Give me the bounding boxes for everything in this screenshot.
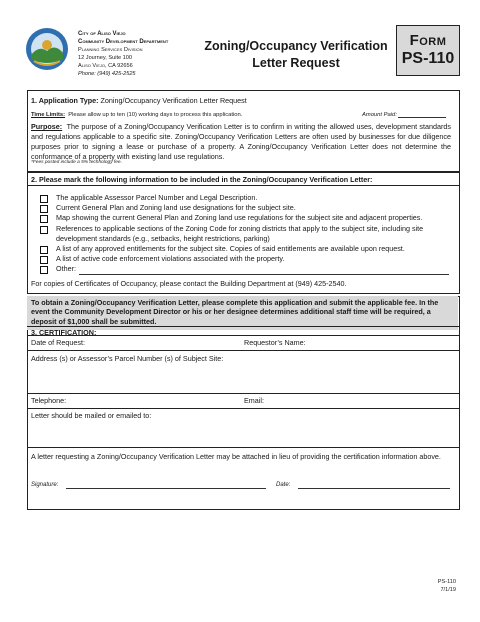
checklist-item[interactable] (40, 213, 455, 223)
organization-info (78, 30, 198, 78)
checklist-item[interactable] (40, 193, 455, 203)
requestor-name-label: Requestor’s Name: (244, 338, 306, 347)
date-requestor-field[interactable] (27, 350, 459, 351)
section-2-heading: 2. Please mark the following information to be included in the Zoning/Occupancy Verification Letter: (31, 175, 373, 184)
address-field[interactable] (27, 393, 459, 394)
org-address: 12 Journey, Suite 100 (78, 55, 133, 61)
address-label: Address (s) or Assessor’s Parcel Number (s) of Subject Site: (31, 354, 224, 363)
divider (27, 335, 459, 336)
checklist-item-label: A list of active code enforcement violations associated with the property. (56, 254, 285, 264)
fees-note: *Fees posted include a 5% technology fee. (31, 160, 122, 165)
other-field[interactable] (79, 264, 449, 274)
amount-paid-field[interactable] (398, 117, 446, 118)
checklist-item-other[interactable] (40, 264, 455, 274)
mailed-to-label: Letter should be mailed or emailed to: (31, 411, 152, 420)
form-number-box (396, 25, 460, 76)
page-footer (420, 578, 456, 594)
city-seal-logo (25, 27, 69, 71)
date-field[interactable] (298, 488, 450, 489)
page-title (196, 38, 396, 72)
purpose-paragraph (31, 122, 451, 162)
divider (27, 185, 459, 186)
mailed-to-field[interactable] (27, 447, 459, 448)
application-type-label: 1. Application Type: (31, 96, 99, 105)
footer-form-code: PS-110 (437, 579, 456, 585)
time-limits-text: Please allow up to ten (10) working days to process this application. (68, 112, 243, 118)
checklist-item[interactable] (40, 224, 455, 244)
title-line-1: Zoning/Occupancy Verification (204, 39, 388, 53)
divider (27, 326, 459, 327)
email-label: Email: (244, 396, 264, 405)
info-checklist (40, 193, 455, 275)
submission-notice: To obtain a Zoning/Occupancy Verification Letter, please complete this application and submit the applicable fee. In the event the Community Development Director or his or her designee determines additional staff time will be required, a deposit of $1,000 shall be submitted. (27, 296, 458, 330)
purpose-label: Purpose: (31, 122, 63, 131)
checkbox[interactable] (40, 266, 48, 274)
copies-note: For copies of Certificates of Occupancy, please contact the Building Department at (949) 425-2540. (31, 279, 347, 288)
date-of-request-label: Date of Request: (31, 338, 85, 347)
amount-paid-label: Amount Paid: (362, 112, 397, 118)
checkbox[interactable] (40, 215, 48, 223)
checkbox[interactable] (40, 256, 48, 264)
org-department: Community Development Department (78, 39, 169, 45)
checklist-item-label: Map showing the current General Plan and Zoning land use regulations for the subject site and adjacent properties. (56, 213, 423, 223)
checkbox[interactable] (40, 246, 48, 254)
checkbox[interactable] (40, 205, 48, 213)
footer-revision: 7/1/19 (440, 587, 456, 593)
checklist-item[interactable] (40, 254, 455, 264)
org-division: Planning Services Division (78, 47, 143, 53)
signature-label: Signature: (31, 482, 59, 488)
telephone-email-field[interactable] (27, 408, 459, 409)
form-number: PS-110 (401, 50, 455, 67)
form-label: Form (409, 32, 447, 49)
date-label: Date: (276, 482, 291, 488)
checklist-item-label: Current General Plan and Zoning land use designations for the subject site. (56, 203, 296, 213)
application-type (31, 96, 247, 105)
time-limits-label: Time Limits: (31, 112, 66, 118)
org-phone: Phone: (949) 425-2525 (78, 71, 136, 77)
telephone-label: Telephone: (31, 396, 67, 405)
checklist-item-label: References to applicable sections of the Zoning Code for zoning districts that apply to the subject site, including site development standards (e.g., setbacks, height restrictions, parking) (56, 223, 424, 243)
title-line-2: Letter Request (252, 56, 340, 70)
other-label: Other: (56, 264, 76, 274)
signature-field[interactable] (66, 488, 266, 489)
checklist-item-label: The applicable Assessor Parcel Number and Legal Description. (56, 193, 258, 202)
org-city: City of Aliso Viejo (78, 31, 126, 37)
application-type-value: Zoning/Occupancy Verification Letter Request (100, 96, 247, 105)
attach-letter-note: A letter requesting a Zoning/Occupancy Verification Letter may be attached in lieu of providing the certification information above. (31, 452, 441, 461)
checklist-item[interactable] (40, 203, 455, 213)
checklist-item[interactable] (40, 244, 455, 254)
checkbox[interactable] (40, 195, 48, 203)
org-city-state: Aliso Viejo, CA 92656 (78, 63, 133, 69)
purpose-text: The purpose of a Zoning/Occupancy Verification Letter is to confirm in writing the allowed uses, development standards and regulations applicable to a specific site. Zoning/Occupancy Verification Letters are often used by businesses for due diligence purposes prior to signing a lease or purchase of a property. A Zoning/Occupancy Verification Letter does not determine the conformance of a property with existing land use regulations. (31, 122, 451, 161)
checklist-item-label: A list of any approved entitlements for the subject site. Copies of said entitlements are available upon request. (56, 244, 405, 254)
time-limits (31, 112, 242, 118)
checkbox[interactable] (40, 226, 48, 234)
certification-heading: 3. CERTIFICATION: (31, 328, 97, 337)
